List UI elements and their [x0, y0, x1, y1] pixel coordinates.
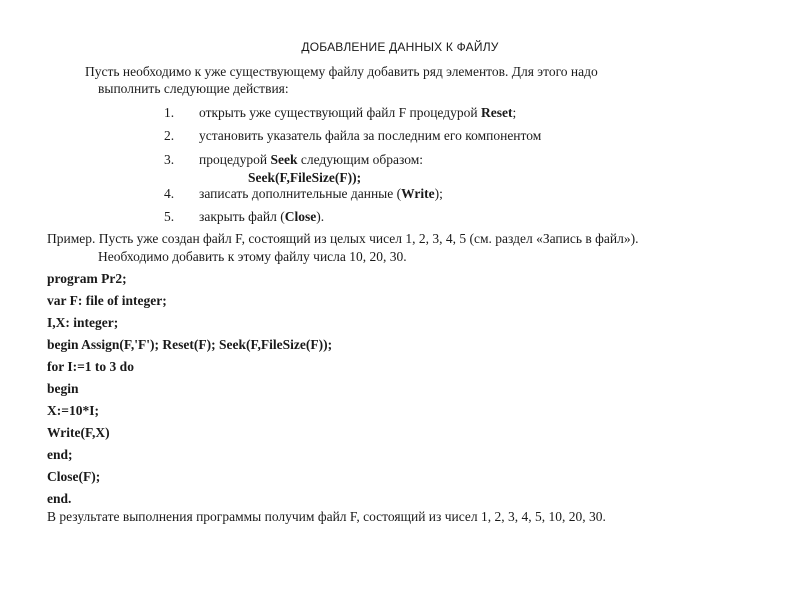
intro-paragraph	[85, 63, 725, 97]
example-paragraph	[47, 230, 767, 266]
step-text-keyword: Close	[284, 209, 317, 224]
code-block	[47, 268, 332, 510]
step-text-pre: установить указатель файла за последним его компонентом	[199, 128, 542, 143]
step-text	[199, 151, 423, 169]
step-text-post: ;	[512, 105, 517, 120]
step-item	[0, 208, 800, 226]
page-title: ДОБАВЛЕНИЕ ДАННЫХ К ФАЙЛУ	[301, 40, 499, 54]
code-line: I,X: integer;	[47, 315, 119, 330]
example-line-1: Пример. Пусть уже создан файл F, состоящий из целых чисел 1, 2, 3, 4, 5 (см. раздел «Запись в файл»).	[47, 231, 639, 246]
code-line: var F: file of integer;	[47, 293, 167, 308]
step-text-pre: записать дополнительные данные (	[199, 186, 402, 201]
step-text	[199, 208, 324, 226]
step-text-keyword: Reset	[480, 105, 513, 120]
step-number: 1.	[164, 105, 175, 120]
step-text	[199, 127, 541, 145]
step-number: 3.	[164, 152, 175, 167]
step-text-post: );	[434, 186, 443, 201]
step-text-pre: закрыть файл (	[199, 209, 285, 224]
code-line: begin	[47, 381, 79, 396]
step-text-post: ).	[316, 209, 325, 224]
code-line: end.	[47, 491, 72, 506]
step-item	[0, 185, 800, 203]
code-line: Close(F);	[47, 469, 101, 484]
intro-line-2: выполнить следующие действия:	[98, 81, 289, 96]
step-sub-code: Seek(F,FileSize(F));	[248, 170, 362, 185]
step-text-post: следующим образом:	[297, 152, 424, 167]
step-text	[199, 185, 443, 203]
step-text-pre: процедурой	[199, 152, 271, 167]
step-text-keyword: Seek	[270, 152, 298, 167]
step-item	[0, 151, 800, 185]
code-line: program Pr2;	[47, 271, 127, 286]
code-line: for I:=1 to 3 do	[47, 359, 134, 374]
example-line-2: Необходимо добавить к этому файлу числа 10, 20, 30.	[98, 249, 407, 264]
code-line: begin Assign(F,'F'); Reset(F); Seek(F,FileSize(F));	[47, 337, 333, 352]
code-line: X:=10*I;	[47, 403, 99, 418]
code-line: end;	[47, 447, 73, 462]
code-line: Write(F,X)	[47, 425, 110, 440]
intro-line-1: Пусть необходимо к уже существующему файлу добавить ряд элементов. Для этого надо	[85, 64, 598, 79]
step-number: 5.	[164, 209, 175, 224]
step-text-pre: открыть уже существующий файл F процедурой	[199, 105, 481, 120]
step-item	[0, 104, 800, 122]
step-item	[0, 127, 800, 145]
step-number: 4.	[164, 186, 175, 201]
step-text-keyword: Write	[401, 186, 435, 201]
result-paragraph: В результате выполнения программы получим файл F, состоящий из чисел 1, 2, 3, 4, 5, 10, 20, 30.	[47, 509, 606, 524]
step-text	[199, 104, 516, 122]
step-number: 2.	[164, 128, 175, 143]
